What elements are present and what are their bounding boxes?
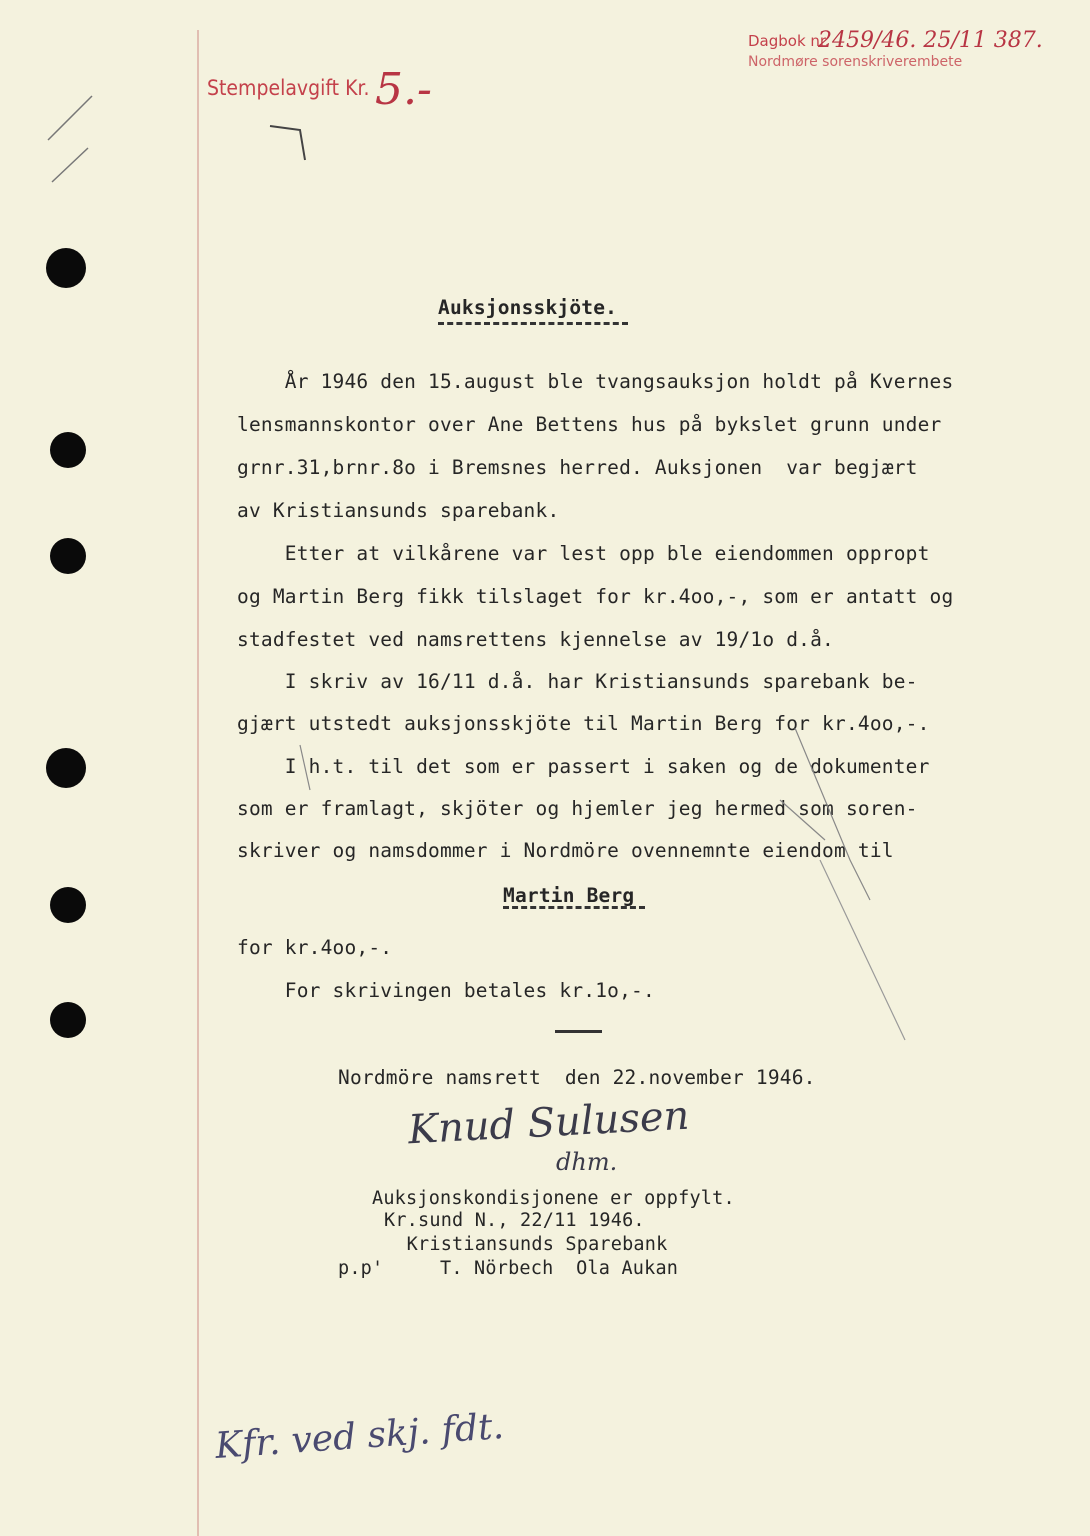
document-title: Auksjonsskjöte. [438,296,618,319]
office-stamp: Nordmøre sorenskriverembete [748,54,963,70]
journal-label: Dagbok nr. [748,32,830,50]
date-line: Nordmöre namsrett den 22.november 1946. [338,1066,816,1089]
price-line: for kr.4oo,-. [237,936,393,959]
stamp-duty-amount: 5.- [375,64,432,115]
body-line: lensmannskontor over Ane Bettens hus på bykslet grunn under [237,413,942,436]
journal-number: 2459/46. 25/11 387. [818,28,1043,53]
body-line: gjært utstedt auksjonsskjöte til Martin Berg for kr.4oo,-. [237,712,930,735]
body-line: År 1946 den 15.august ble tvangsauksjon holdt på Kvernes [237,370,954,393]
conditions-line: Auksjonskondisjonene er oppfylt. [372,1188,735,1209]
body-line: stadfestet ved namsrettens kjennelse av 19/1o d.å. [237,628,834,651]
body-line: Etter at vilkårene var lest opp ble eiendommen oppropt [237,542,930,565]
body-line: som er framlagt, skjöter og hjemler jeg hermed som soren- [237,797,918,820]
body-line: skriver og namsdommer i Nordmöre ovennemnte eiendom til [237,839,894,862]
judge-signature: Knud Sulusen [406,1092,691,1154]
body-line: I h.t. til det som er passert i saken og de dokumenter [237,755,930,778]
grantee-name: Martin Berg [503,884,635,907]
body-line: grnr.31,brnr.8o i Bremsnes herred. Auksjonen var begjært [237,456,918,479]
fee-line: For skrivingen betales kr.1o,-. [237,979,655,1002]
body-line: av Kristiansunds sparebank. [237,499,560,522]
footer-handwritten-note: Kfr. ved skj. fdt. [213,1405,506,1468]
conditions-line: Kr.sund N., 22/11 1946. [384,1210,645,1231]
conditions-line: p.p' T. Nörbech Ola Aukan [338,1258,679,1279]
body-line: og Martin Berg fikk tilslaget for kr.4oo,-, som er antatt og [237,585,954,608]
conditions-line: Kristiansunds Sparebank [384,1234,668,1255]
stamp-duty-label: Stempelavgift Kr. [207,76,370,100]
signature-note: dhm. [556,1148,618,1176]
body-line: I skriv av 16/11 d.å. har Kristiansunds sparebank be- [237,670,918,693]
